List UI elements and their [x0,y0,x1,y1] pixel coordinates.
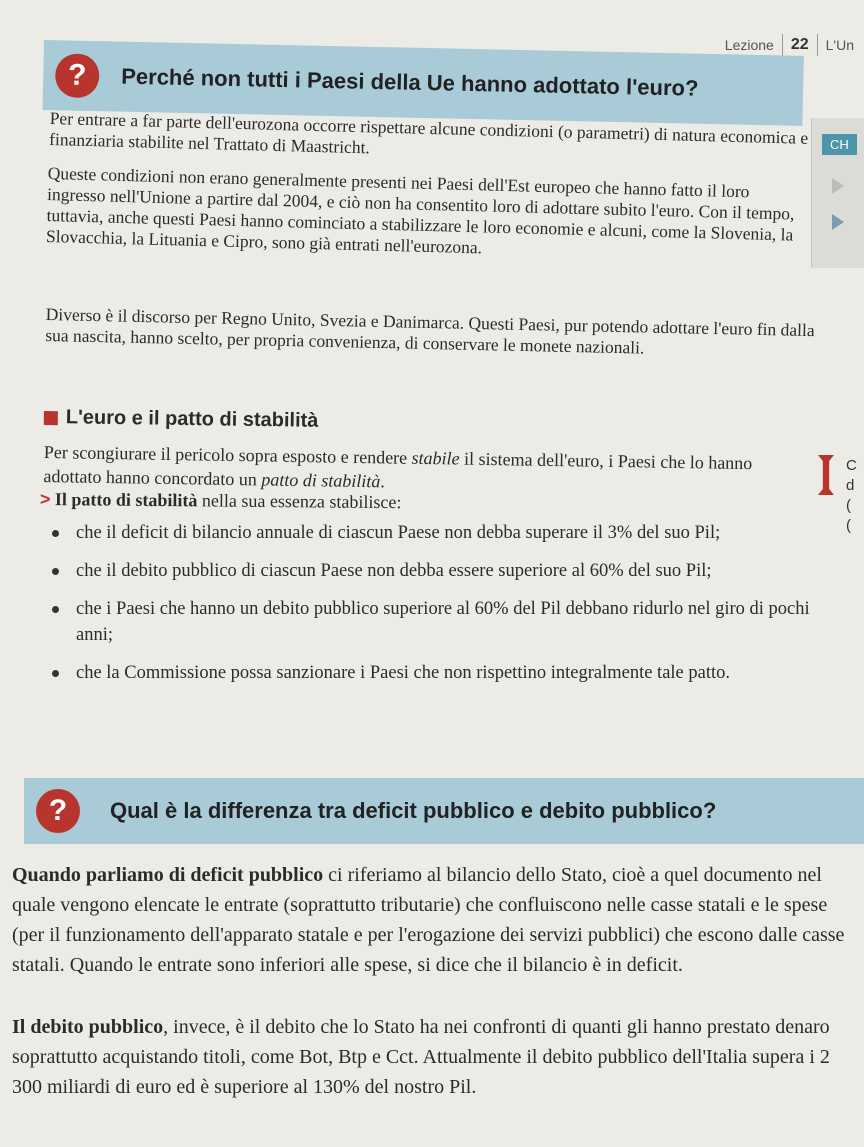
intro-text: il sistema dell'euro, i Paesi che lo hanno adottato hanno concordato un [43,448,753,490]
lead-sentence [40,489,402,513]
answer-text: , invece, è il debito che lo Stato ha nei confronti di quanti gli hanno prestato denaro soprattutto acquistando titoli, come Bot, Btp e Cct. Attualmente il debito pubblico dell'Italia supera i 2 300 miliardi di euro ed è superiore al 130% del nostro Pil. [12,1016,830,1098]
side-letters [846,456,857,536]
side-marker [818,455,834,495]
chapter-tab-label: CH [822,134,857,155]
side-letter: ( [846,497,851,514]
answer-paragraph [12,1012,857,1102]
question-mark-icon: ? [36,789,80,833]
list-item: che il deficit di bilancio annuale di ciascun Paese non debba superare il 3% del suo Pil; [44,520,824,546]
chapter-title-fragment: L'Un [825,37,854,53]
side-letter: d [846,477,855,494]
intro-emphasis: stabile [411,447,460,469]
lead-bold: Il patto di stabilità [54,489,198,511]
section-title: L'euro e il patto di stabilità [65,406,319,432]
lesson-label: Lezione [724,37,774,53]
paragraph: Diverso è il discorso per Regno Unito, Svezia e Danimarca. Questi Paesi, pur potendo adottare l'euro fin dalla sua nascita, hanno scelto, per propria convenienza, di conservare le monete nazionali. [45,304,815,358]
paragraph: Per entrare a far parte dell'eurozona occorre rispettare alcune condizioni (o parametri) di natura economica e finanziaria stabilite nel Trattato di Maastricht. [48,108,809,158]
answer-text: ci riferiamo al bilancio dello Stato, cioè a quel documento nel quale vengono elencate le entrate (soprattutto tributarie) che confluiscono nelle casse statali e le spese (per il funzionamento dell'apparato statale e per l'erogazione dei servizi pubblici) che escono dalle casse statali. Quando le entrate sono inferiori alle spese, si dice che il bilancio è in deficit. [12,864,845,976]
bookmark-icon [818,455,834,495]
section-heading [44,406,319,433]
bullet-list [44,520,824,698]
intro-text: . [380,471,386,492]
answer-paragraph [12,860,857,980]
intro-text: Per scongiurare il pericolo sopra esposto e rendere [43,441,412,468]
question-title: Qual è la differenza tra deficit pubblico e debito pubblico? [110,798,717,823]
question-banner [24,778,864,844]
paragraph: Queste condizioni non erano generalmente presenti nei Paesi dell'Est europeo che hanno fatto il loro ingresso nell'Unione a partire dal 2004, e ciò non ha consentito loro di adottare subito l'euro. Con il tempo, tuttavia, anche questi Paesi hanno cominciato a stabilizzare le loro economie e alcuni, come la Slovenia, la Slovacchia, la Lituania e Cipro, sono già entrati nell'eurozona. [45,163,795,258]
lesson-number: 22 [790,36,809,53]
question-mark-icon: ? [55,53,100,98]
arrow-icon: > [39,489,51,510]
header-divider [817,34,818,56]
side-letter: ( [846,517,851,534]
side-letter: C [846,457,857,474]
list-item: che la Commissione possa sanzionare i Paesi che non rispettino integralmente tale patto. [44,660,824,686]
list-item: che il debito pubblico di ciascun Paese non debba essere superiore al 60% del suo Pil; [44,558,824,584]
square-bullet-icon [44,410,58,424]
intro-emphasis: patto di stabilità [261,469,381,492]
question-title: Perché non tutti i Paesi della Ue hanno adottato l'euro? [120,63,699,101]
arrow-icon [832,214,844,230]
answer-bold: Il debito pubblico [12,1016,164,1038]
header-divider [782,34,783,56]
arrow-icon [832,178,844,194]
list-item: che i Paesi che hanno un debito pubblico superiore al 60% del Pil debbano ridurlo nel giro di pochi anni; [44,596,824,648]
lead-rest: nella sua essenza stabilisce: [197,490,402,513]
answer-bold: Quando parliamo di deficit pubblico [12,864,324,886]
running-header [725,34,854,56]
